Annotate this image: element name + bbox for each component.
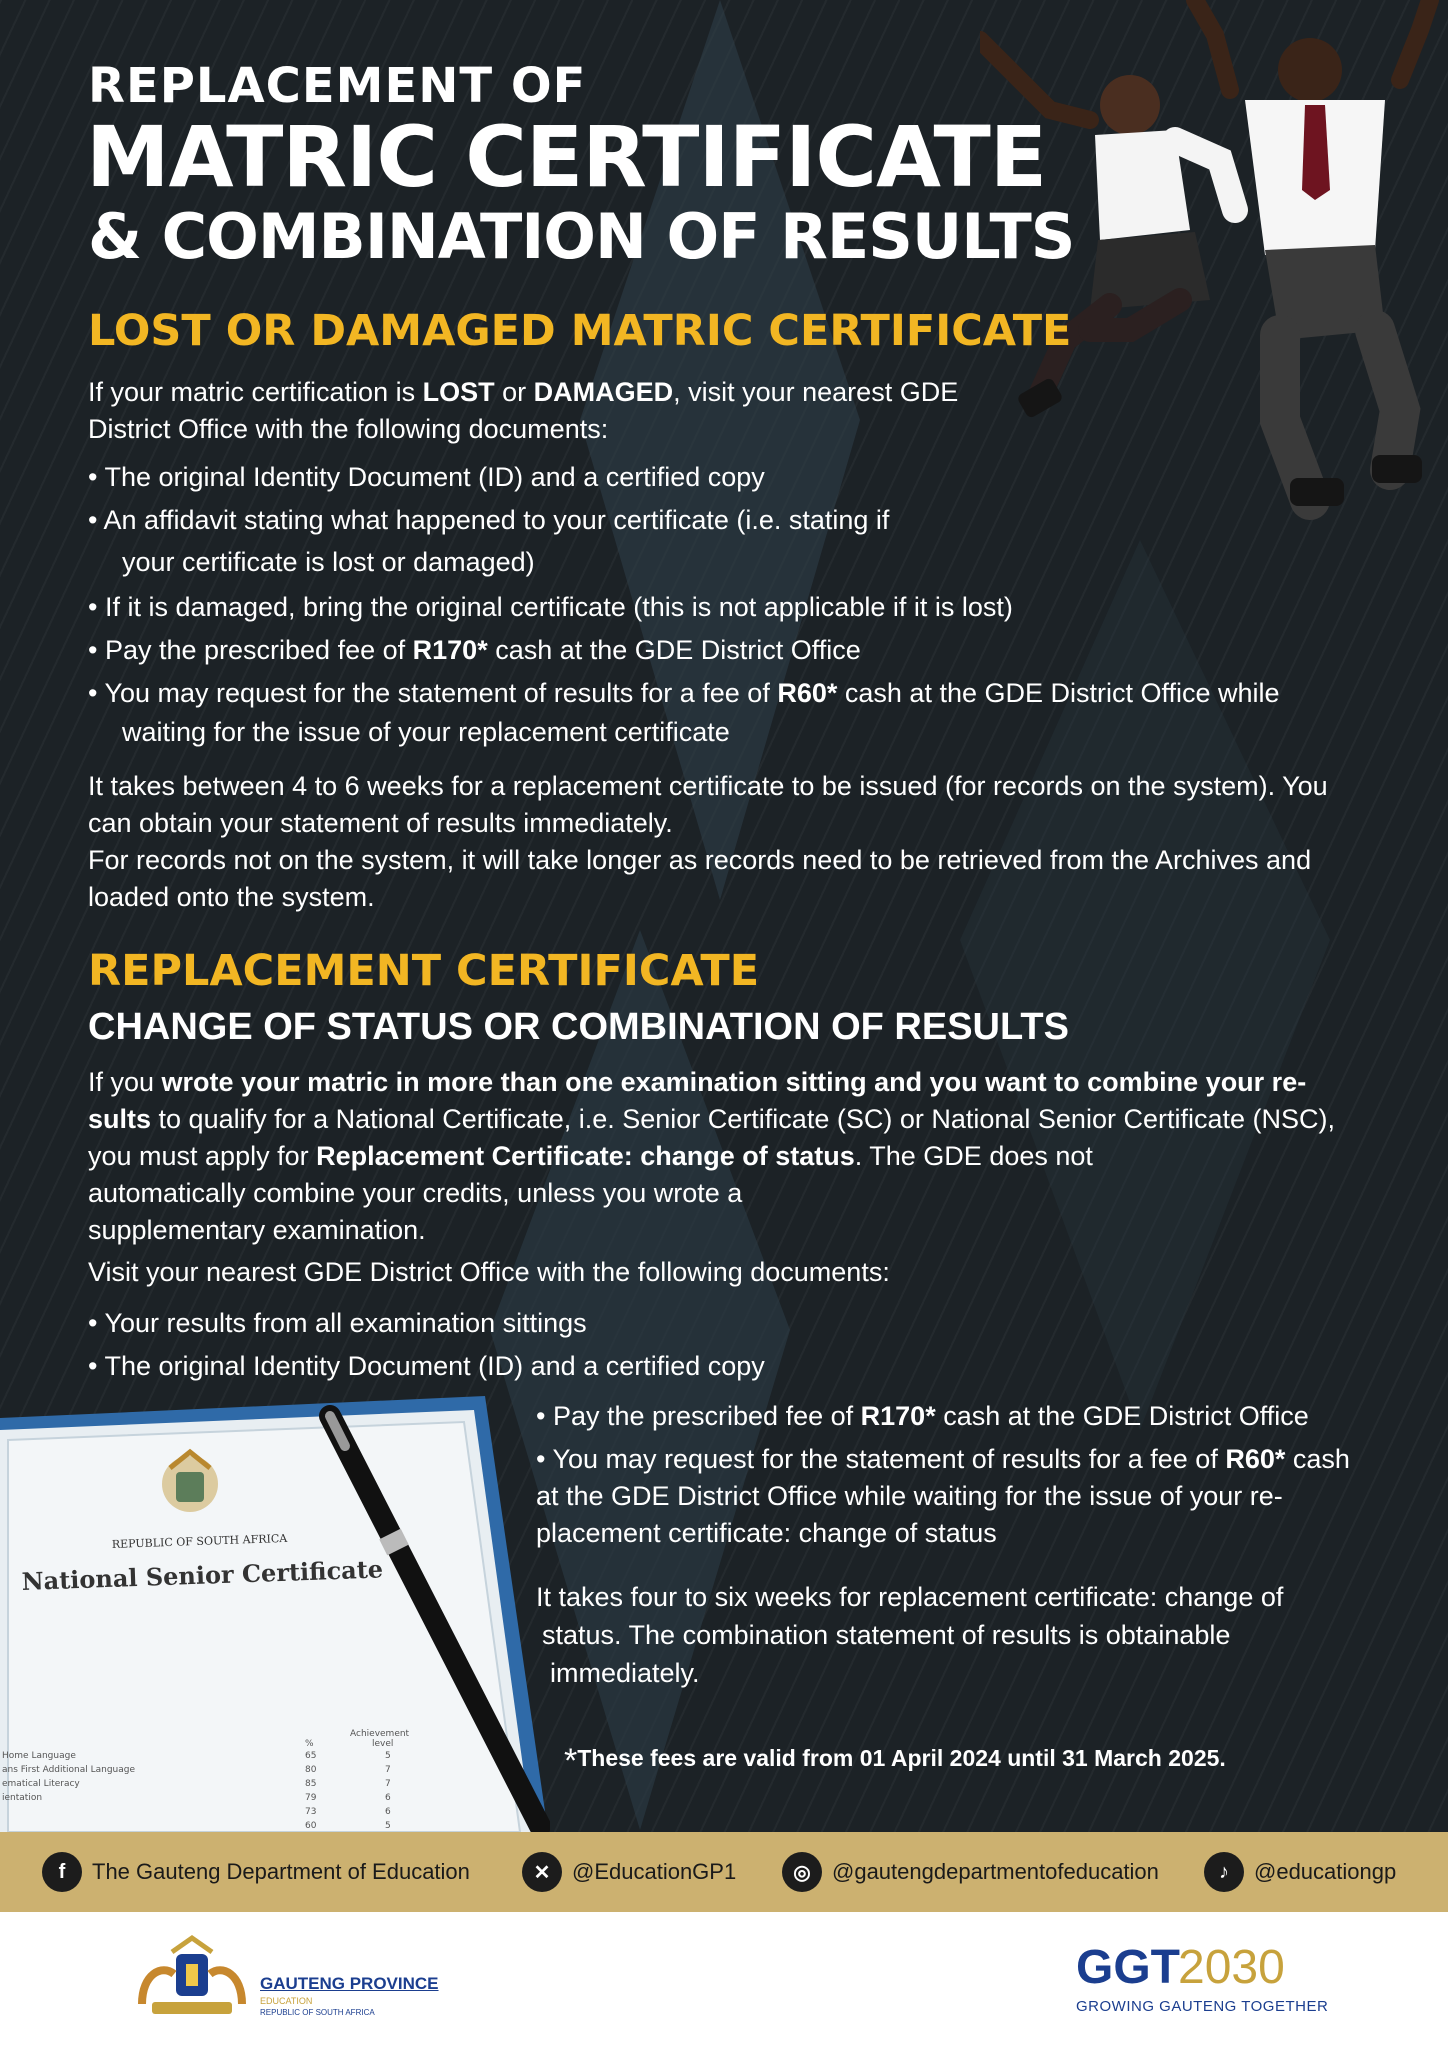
list-item — [88, 631, 1408, 674]
cert-cell-pct: 73 — [305, 1807, 317, 1817]
cert-level: level — [372, 1739, 394, 1749]
text: If you — [88, 1067, 162, 1097]
girl-figure — [980, 40, 1235, 419]
facebook-label: The Gauteng Department of Education — [92, 1859, 470, 1884]
x-link[interactable] — [522, 1852, 736, 1892]
section2-paragraph — [536, 1578, 1416, 1692]
facebook-link[interactable] — [42, 1852, 470, 1892]
paragraph-line: It takes between 4 to 6 weeks for a replacement certificate to be issued (for records on the system). You — [88, 771, 1328, 801]
paragraph-line: status. The combination statement of results is obtainable — [542, 1620, 1231, 1650]
cert-cell-level: 7 — [385, 1765, 391, 1775]
fee-validity-note — [564, 1742, 1226, 1781]
list-item: • The original Identity Document (ID) and a certified copy — [88, 1351, 765, 1381]
paragraph-line: It takes four to six weeks for replacement certificate: change of — [536, 1582, 1284, 1612]
certificate-image — [0, 1396, 550, 1832]
cert-pct: % — [305, 1739, 314, 1749]
list-item: • Your results from all examination sittings — [88, 1308, 587, 1338]
title-line-3: & COMBINATION OF RESULTS — [88, 200, 1075, 273]
list-item: • If it is damaged, bring the original certificate (this is not applicable if it is lost) — [88, 592, 1013, 622]
paragraph-line: automatically combine your credits, unless you wrote a — [88, 1178, 743, 1208]
list-item-text: cash at the GDE District Office — [935, 1401, 1309, 1431]
fee-r170: R170* — [412, 635, 488, 665]
x-icon: ✕ — [522, 1852, 562, 1892]
list-item-text: • Pay the prescribed fee of — [88, 635, 413, 665]
paragraph-line — [88, 1101, 1428, 1138]
list-item-text: cash at the GDE District Office while — [837, 678, 1280, 708]
section1-intro — [88, 374, 1028, 448]
fee-r60: R60* — [777, 678, 838, 708]
paragraph-line — [88, 1064, 1428, 1101]
cert-cell-subject: ans First Additional Language — [2, 1765, 136, 1775]
paragraph-line: loaded onto the system. — [88, 882, 375, 912]
ggt-logo-text: GGT — [1076, 1941, 1180, 1994]
fee-r170: R170* — [860, 1401, 936, 1431]
intro-text: If your matric certification is — [88, 377, 423, 407]
text-bold: Replacement Certificate: change of status — [316, 1141, 855, 1171]
instagram-label: @gautengdepartmentofeducation — [832, 1859, 1159, 1884]
cert-achievement: Achievement — [350, 1729, 410, 1739]
cert-cell-pct: 85 — [305, 1779, 317, 1789]
section2-heading: REPLACEMENT CERTIFICATE — [88, 946, 760, 996]
list-item-text: • Pay the prescribed fee of — [536, 1401, 861, 1431]
cert-cell-level: 6 — [385, 1793, 391, 1803]
paragraph-line: can obtain your statement of results immediately. — [88, 808, 673, 838]
gauteng-republic: REPUBLIC OF SOUTH AFRICA — [260, 2008, 375, 2017]
list-item-text: • You may request for the statement of results for a fee of — [536, 1444, 1226, 1474]
text: . The GDE does not — [854, 1141, 1093, 1171]
gauteng-education: EDUCATION — [260, 1996, 313, 2006]
gauteng-province-name: GAUTENG PROVINCE — [260, 1974, 439, 1993]
intro-text-b: , visit your nearest GDE — [673, 377, 959, 407]
list-item-text: placement certificate: change of status — [536, 1518, 997, 1548]
cert-cell-pct: 60 — [305, 1821, 317, 1831]
intro-text-c: District Office with the following documents: — [88, 414, 609, 444]
title-line-1: REPLACEMENT OF — [88, 58, 587, 114]
cert-cell-pct: 80 — [305, 1765, 317, 1775]
ggt-tagline: GROWING GAUTENG TOGETHER — [1076, 1998, 1329, 2015]
list-item — [536, 1398, 1436, 1441]
text-bold: wrote your matric in more than one examination sitting and you want to combine your re- — [161, 1067, 1307, 1097]
list-item-text: your certificate is lost or damaged) — [122, 547, 535, 577]
instagram-icon: ◎ — [782, 1852, 822, 1892]
instagram-link[interactable] — [782, 1852, 1159, 1892]
paragraph-line: immediately. — [550, 1658, 700, 1688]
cert-cell-level: 6 — [385, 1807, 391, 1817]
section2-subheading: CHANGE OF STATUS OR COMBINATION OF RESULTS — [88, 1006, 1069, 1048]
list-item-text: cash — [1285, 1444, 1350, 1474]
section2-intro — [88, 1064, 1428, 1249]
facebook-icon: f — [42, 1852, 82, 1892]
section2-bullets-top — [88, 1304, 1088, 1390]
cert-republic: REPUBLIC OF SOUTH AFRICA — [111, 1531, 288, 1551]
list-item-text: at the GDE District Office while waiting for the issue of your re- — [536, 1481, 1283, 1511]
section2-bullets-right — [536, 1398, 1436, 1552]
gauteng-logo-icon — [132, 1934, 252, 2024]
boy-figure — [1195, 0, 1430, 506]
students-photo — [980, 0, 1448, 520]
text: you must apply for — [88, 1141, 317, 1171]
ggt-year: 2030 — [1178, 1941, 1285, 1994]
cert-title: National Senior Certificate — [21, 1554, 384, 1596]
paragraph-line — [88, 1138, 1428, 1175]
tiktok-label: @educationgp — [1254, 1859, 1397, 1884]
asterisk: * — [564, 1742, 578, 1780]
section1-heading: LOST OR DAMAGED MATRIC CERTIFICATE — [88, 306, 1072, 356]
list-item — [88, 674, 1408, 754]
note-text: These fees are valid from 01 April 2024 until 31 March 2025. — [577, 1745, 1226, 1771]
cert-cell-level: 5 — [385, 1821, 391, 1831]
paragraph-line: supplementary examination. — [88, 1215, 426, 1245]
x-label: @EducationGP1 — [572, 1859, 737, 1884]
text: to qualify for a National Certificate, i.e. Senior Certificate (SC) or National Senior Certificate (NSC), — [151, 1104, 1335, 1134]
tiktok-link[interactable] — [1204, 1852, 1396, 1892]
list-item-text: waiting for the issue of your replacement certificate — [122, 717, 730, 747]
cert-cell-subject: ematical Literacy — [2, 1779, 80, 1789]
social-bar — [0, 1832, 1448, 1912]
intro-damaged: DAMAGED — [533, 377, 674, 407]
cert-cell-subject: ientation — [2, 1793, 43, 1803]
section1-bullets — [88, 458, 1408, 754]
cert-cell-level: 7 — [385, 1779, 391, 1789]
list-item-text: cash at the GDE District Office — [487, 635, 861, 665]
text-bold: sults — [88, 1104, 152, 1134]
list-item — [536, 1441, 1436, 1552]
title-line-2: MATRIC CERTIFICATE — [86, 108, 1047, 206]
section2-visit: Visit your nearest GDE District Office with the following documents: — [88, 1257, 890, 1287]
tiktok-icon: ♪ — [1204, 1852, 1244, 1892]
cert-cell-level: 5 — [385, 1751, 391, 1761]
paragraph-line: For records not on the system, it will take longer as records need to be retrieved from the Archives and — [88, 845, 1312, 875]
list-item — [88, 501, 1408, 588]
list-item-text: • An affidavit stating what happened to your certificate (i.e. stating if — [88, 505, 890, 535]
intro-or: or — [494, 377, 534, 407]
fee-r60: R60* — [1225, 1444, 1286, 1474]
cert-cell-pct: 65 — [305, 1751, 317, 1761]
cert-cell-pct: 79 — [305, 1793, 317, 1803]
cert-cell-subject: Home Language — [2, 1751, 76, 1761]
section1-paragraph — [88, 768, 1428, 916]
intro-lost: LOST — [422, 377, 495, 407]
list-item: • The original Identity Document (ID) and a certified copy — [88, 462, 765, 492]
list-item-text: • You may request for the statement of results for a fee of — [88, 678, 778, 708]
